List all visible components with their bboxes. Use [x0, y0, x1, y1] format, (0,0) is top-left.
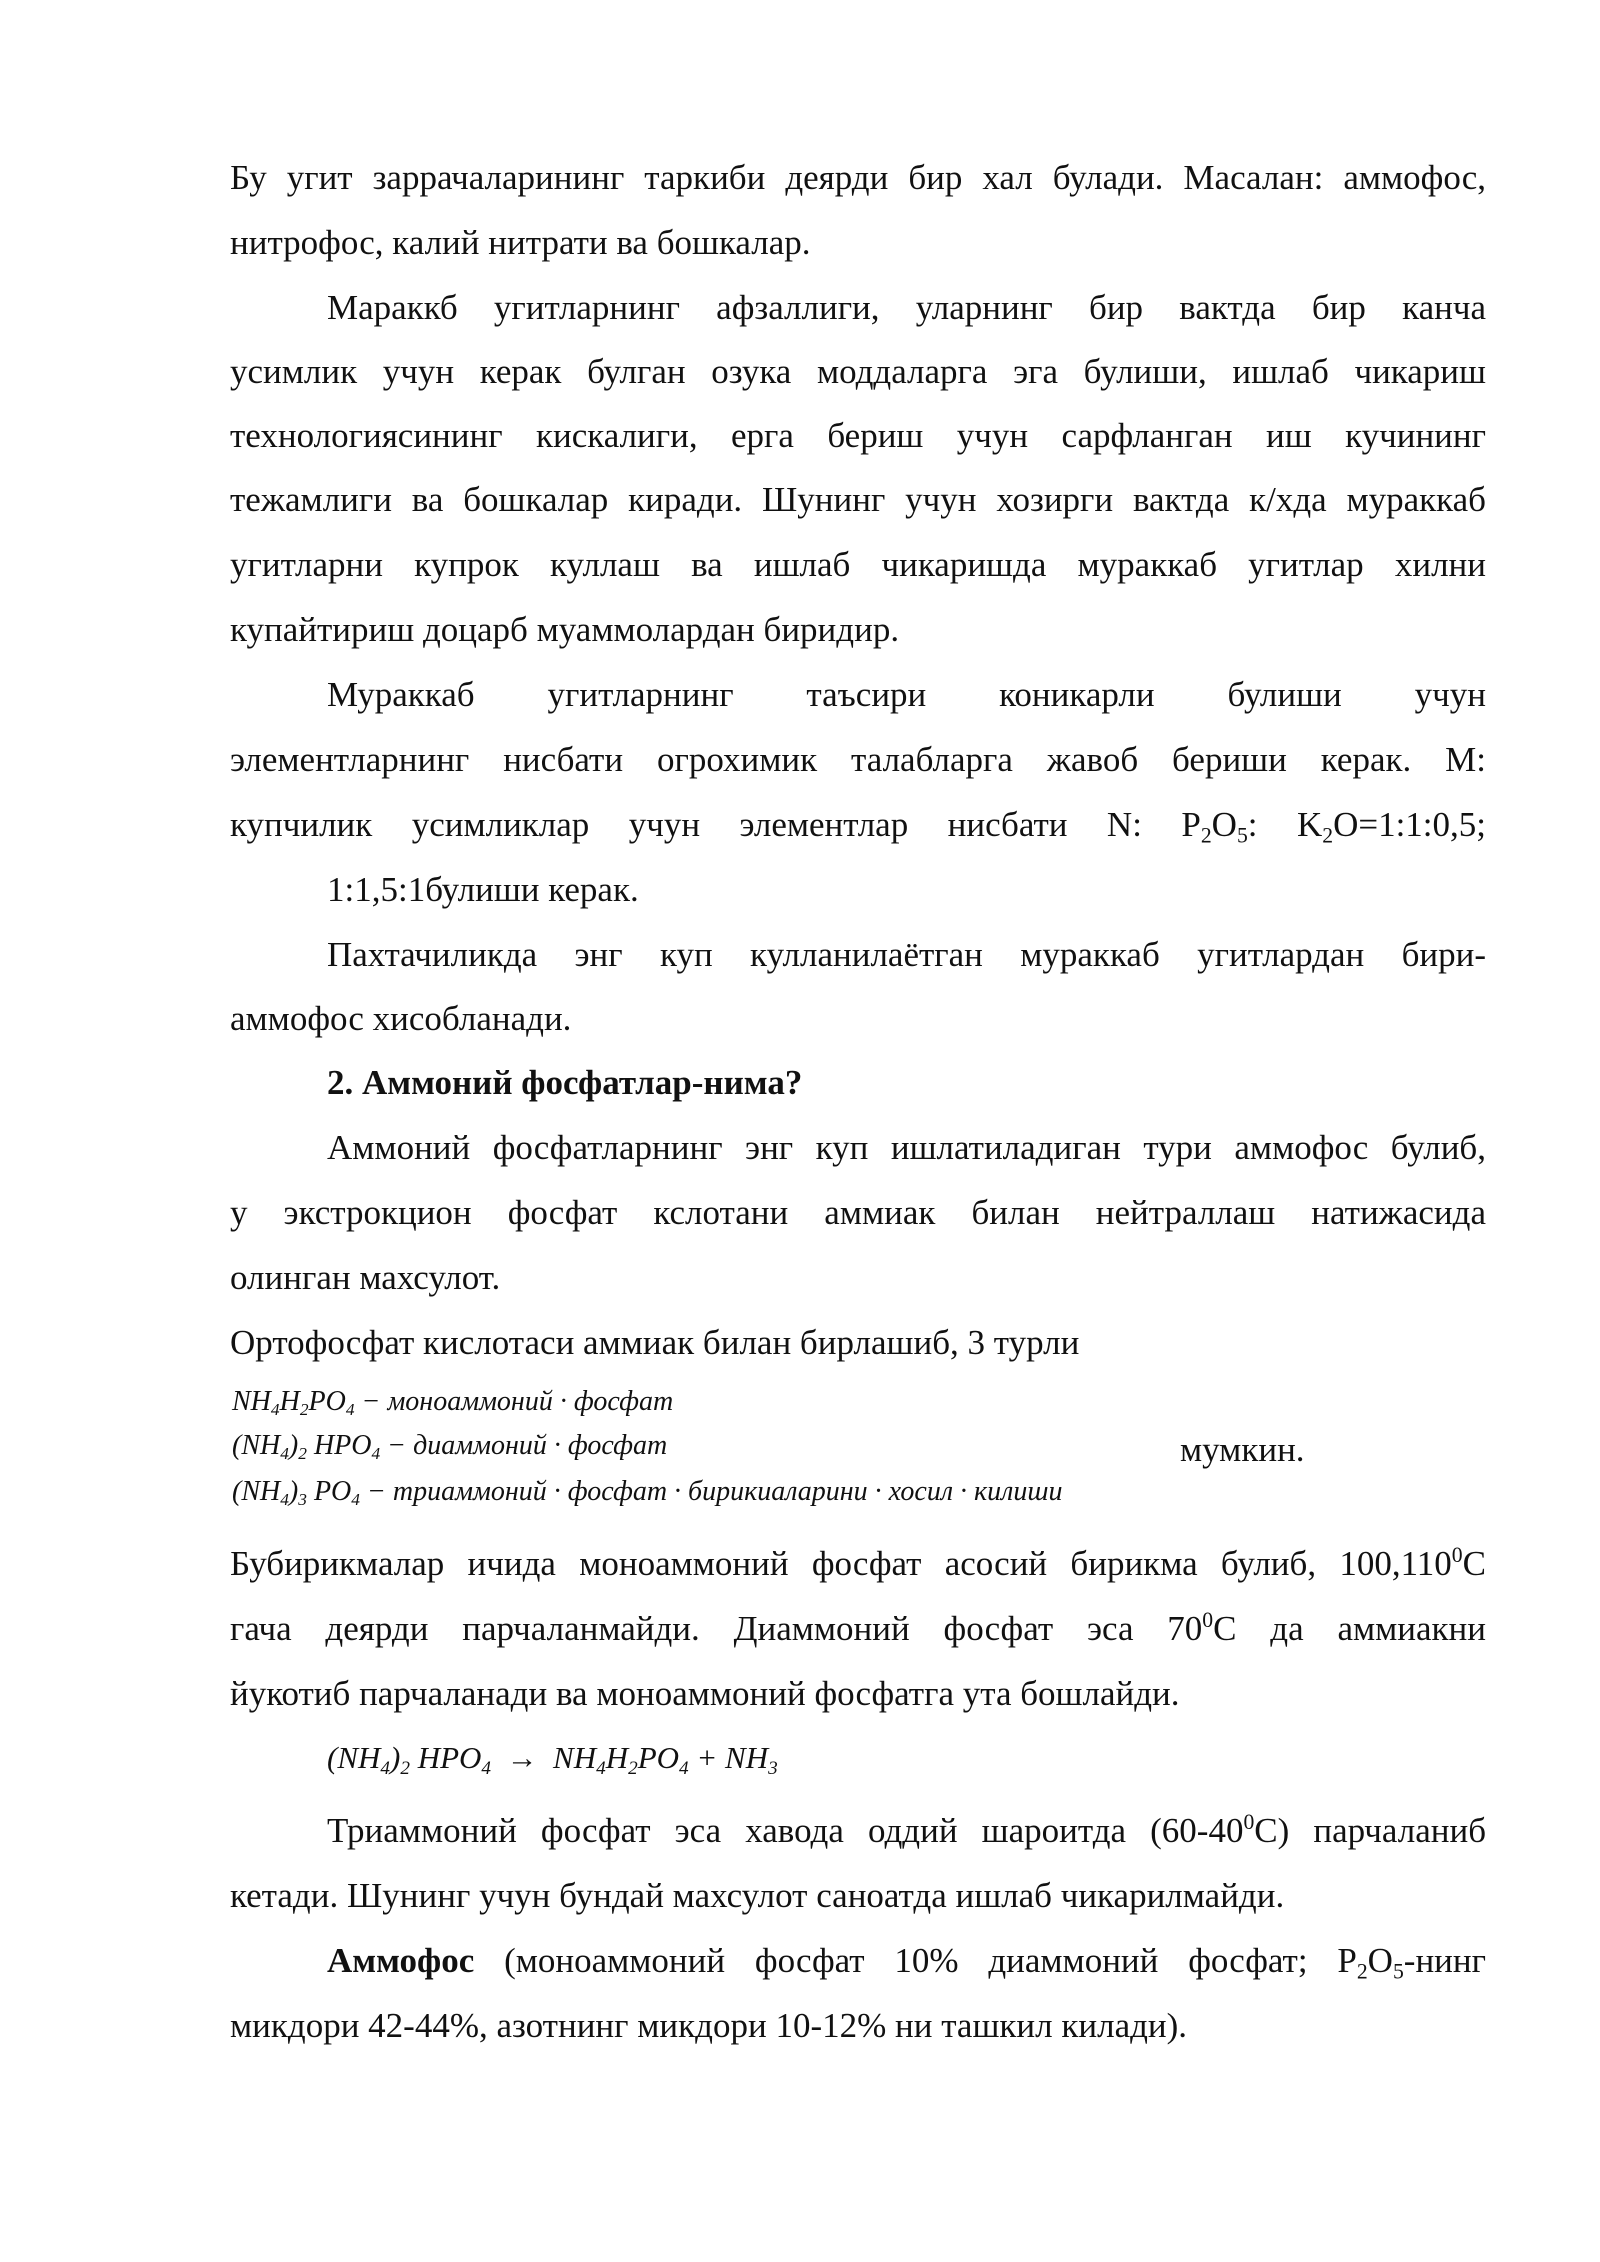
paragraph-6: Ортофосфат кислотаси аммиак билан бирлашиб, 3 турли: [230, 1323, 1080, 1362]
paragraph-7-line-1: Бубирикмалар ичида моноаммоний фосфат асосий бирикма булиб, 100,110$^0$С: [230, 1542, 1486, 1583]
paragraph-5-line-3: олинган махсулот.: [230, 1258, 501, 1297]
formula-block-suffix: мумкин.: [1180, 1430, 1305, 1469]
paragraph-8-line-1: Триаммоний фосфат эса хавода оддий шароитда $(60-40^0С)$ парчаланиб: [327, 1809, 1486, 1850]
paragraph-9-line-1: Аммофос (моноаммоний фосфат 10% диаммоний фосфат; $P_2O_5$-нинг: [327, 1941, 1486, 1984]
paragraph-2-line-4: тежамлиги ва бошкалар киради. Шунинг учун хозирги вактда к/хда мураккаб: [230, 480, 1486, 519]
paragraph-2-line-1: Мараккб угитларнинг афзаллиги, уларнинг бир вактда бир канча: [327, 288, 1486, 327]
paragraph-5-line-1: Аммоний фосфатларнинг энг куп ишлатиладиган тури аммофос булиб,: [327, 1128, 1486, 1167]
paragraph-1-line-1: Бу угит заррачаларининг таркиби деярди бир хал булади. Масалан: аммофос,: [230, 158, 1486, 197]
reaction-equation: $(NH_4)_2$ $HPO_4 \to NH_4H_2PO_4 + NH_3$: [327, 1740, 778, 1779]
formula-monoammonium-phosphate: $NH_4H_2PO_4$ − моноаммоний · фосфат: [232, 1386, 674, 1420]
paragraph-2-line-2: усимлик учун керак булган озука моддаларга эга булиши, ишлаб чикариш: [230, 352, 1486, 391]
formula-triammonium-phosphate: $(NH_4)_3$ $PO_4$ − триаммоний · фосфат · бирикиаларини · хосил · килиши: [232, 1476, 1063, 1510]
section-heading: 2. Аммоний фосфатлар-нима?: [327, 1063, 803, 1102]
paragraph-2-line-5: угитларни купрок куллаш ва ишлаб чикаришда мураккаб угитлар хилни: [230, 545, 1486, 584]
paragraph-3-line-3: купчилик усимликлар учун элементлар нисбати N: $P_2O_5$: $K_2O=1:1:0,5$;: [230, 805, 1486, 848]
formula-diammonium-phosphate: $(NH_4)_2$ $HPO_4$ − диаммоний · фосфат: [232, 1430, 668, 1464]
paragraph-9-line-2: микдори 42-44%, азотнинг микдори 10-12% ни ташкил килади).: [230, 2006, 1188, 2045]
paragraph-2-line-3: технологиясининг кискалиги, ерга бериш учун сарфланган иш кучининг: [230, 416, 1486, 455]
paragraph-2-line-6: купайтириш доцарб муаммолардан биридир.: [230, 610, 900, 649]
paragraph-5-line-2: у экстрокцион фосфат кслотани аммиак билан нейтраллаш натижасида: [230, 1193, 1486, 1232]
paragraph-1-line-2: нитрофос, калий нитрати ва бошкалар.: [230, 223, 811, 262]
paragraph-7-line-2: гача деярди парчаланмайди. Диаммоний фосфат эса $70^0С$ да аммиакни: [230, 1607, 1487, 1648]
paragraph-3-line-2: элементларнинг нисбати огрохимик талабларга жавоб бериши керак. М:: [230, 740, 1486, 779]
paragraph-7-line-3: йукотиб парчаланади ва моноаммоний фосфатга ута бошлайди.: [230, 1674, 1180, 1713]
paragraph-8-line-2: кетади. Шунинг учун бундай махсулот саноатда ишлаб чикарилмайди.: [230, 1876, 1285, 1915]
paragraph-3-line-1: Мураккаб угитларнинг таъсири коникарли булиши учун: [327, 675, 1486, 714]
paragraph-4-line-1: Пахтачиликда энг куп кулланилаётган мураккаб угитлардан бири-: [327, 935, 1486, 974]
paragraph-3-line-4: 1:1,5:1булиши керак.: [327, 870, 639, 909]
paragraph-4-line-2: аммофос хисобланади.: [230, 999, 572, 1038]
ammofos-term: Аммофос: [327, 1941, 475, 1980]
